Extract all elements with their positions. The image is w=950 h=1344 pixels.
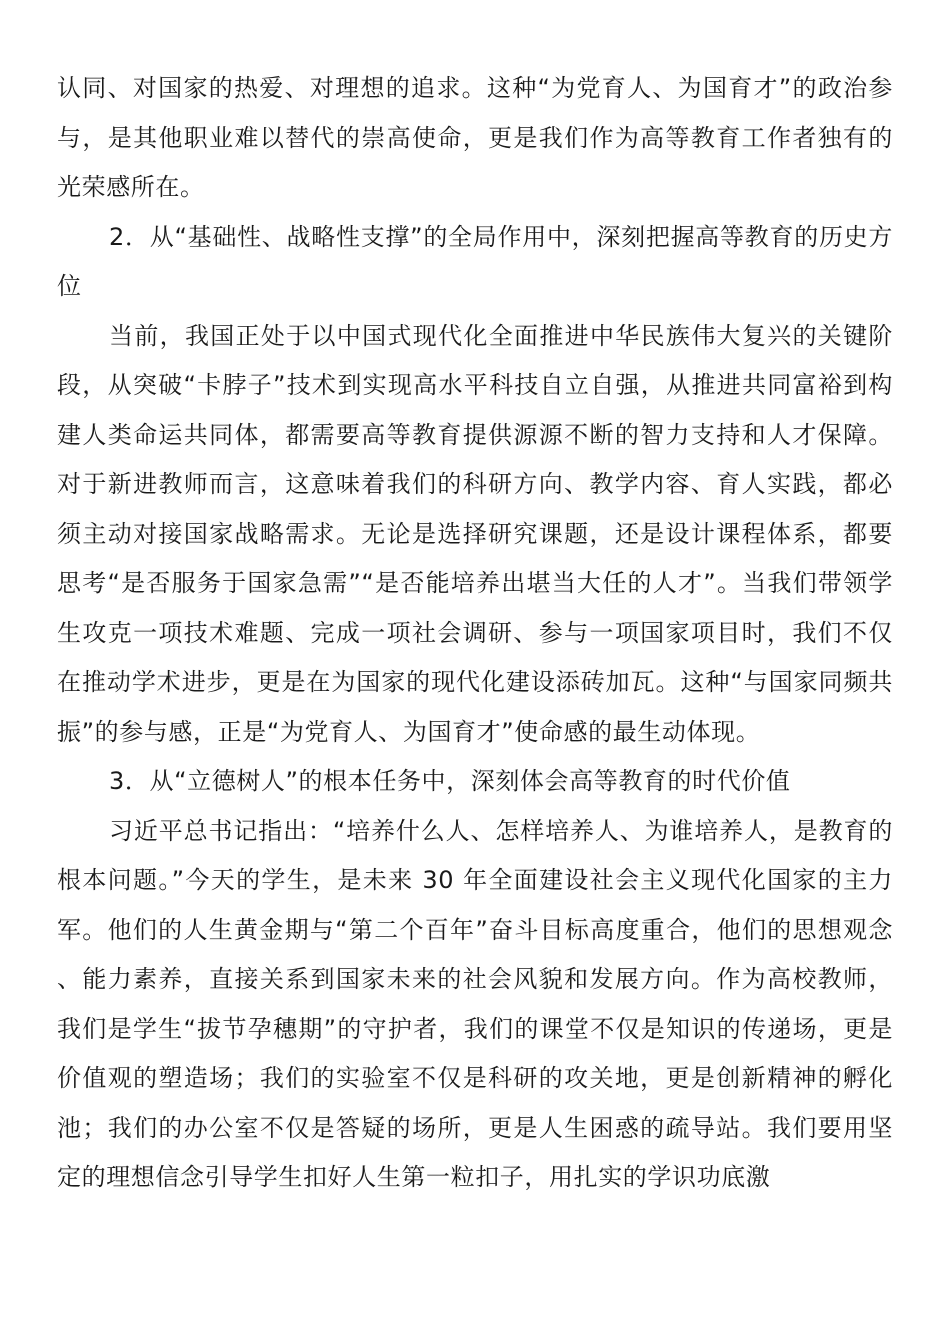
paragraph-body-2: 习近平总书记指出：“培养什么人、怎样培养人、为谁培养人，是教育的根本问题。”今天的学生，是未来 30 年全面建设社会主义现代化国家的主力军。他们的人生黄金期与“第二个百年”奋斗目标高度重合，他们的思想观念、能力素养，直接关系到国家未来的社会风貌和发展方向。作为高校教师，我们是学生“拔节孕穗期”的守护者，我们的课堂不仅是知识的传递场，更是价值观的塑造场；我们的实验室不仅是科研的攻关地，更是创新精神的孵化池；我们的办公室不仅是答疑的场所，更是人生困惑的疏导站。我们要用坚定的理想信念引导学生扣好人生第一粒扣子，用扎实的学识功底激 (57, 816, 893, 1191)
section-heading-3: 3．从“立德树人”的根本任务中，深刻体会高等教育的时代价值 (109, 767, 791, 795)
document-page (57, 64, 893, 1203)
section-heading-2: 2．从“基础性、战略性支撑”的全局作用中，深刻把握高等教育的历史方位 (57, 222, 893, 300)
paragraph-continuation: 认同、对国家的热爱、对理想的追求。这种“为党育人、为国育才”的政治参与，是其他职业难以替代的崇高使命，更是我们作为高等教育工作者独有的光荣感所在。 (57, 74, 893, 201)
paragraph-body-1: 当前，我国正处于以中国式现代化全面推进中华民族伟大复兴的关键阶段，从突破“卡脖子”技术到实现高水平科技自立自强，从推进共同富裕到构建人类命运共同体，都需要高等教育提供源源不断的智力支持和人才保障。对于新进教师而言，这意味着我们的科研方向、教学内容、育人实践，都必须主动对接国家战略需求。无论是选择研究课题，还是设计课程体系，都要思考“是否服务于国家急需”“是否能培养出堪当大任的人才”。当我们带领学生攻克一项技术难题、完成一项社会调研、参与一项国家项目时，我们不仅在推动学术进步，更是在为国家的现代化建设添砖加瓦。这种“与国家同频共振”的参与感，正是“为党育人、为国育才”使命感的最生动体现。 (57, 321, 893, 746)
